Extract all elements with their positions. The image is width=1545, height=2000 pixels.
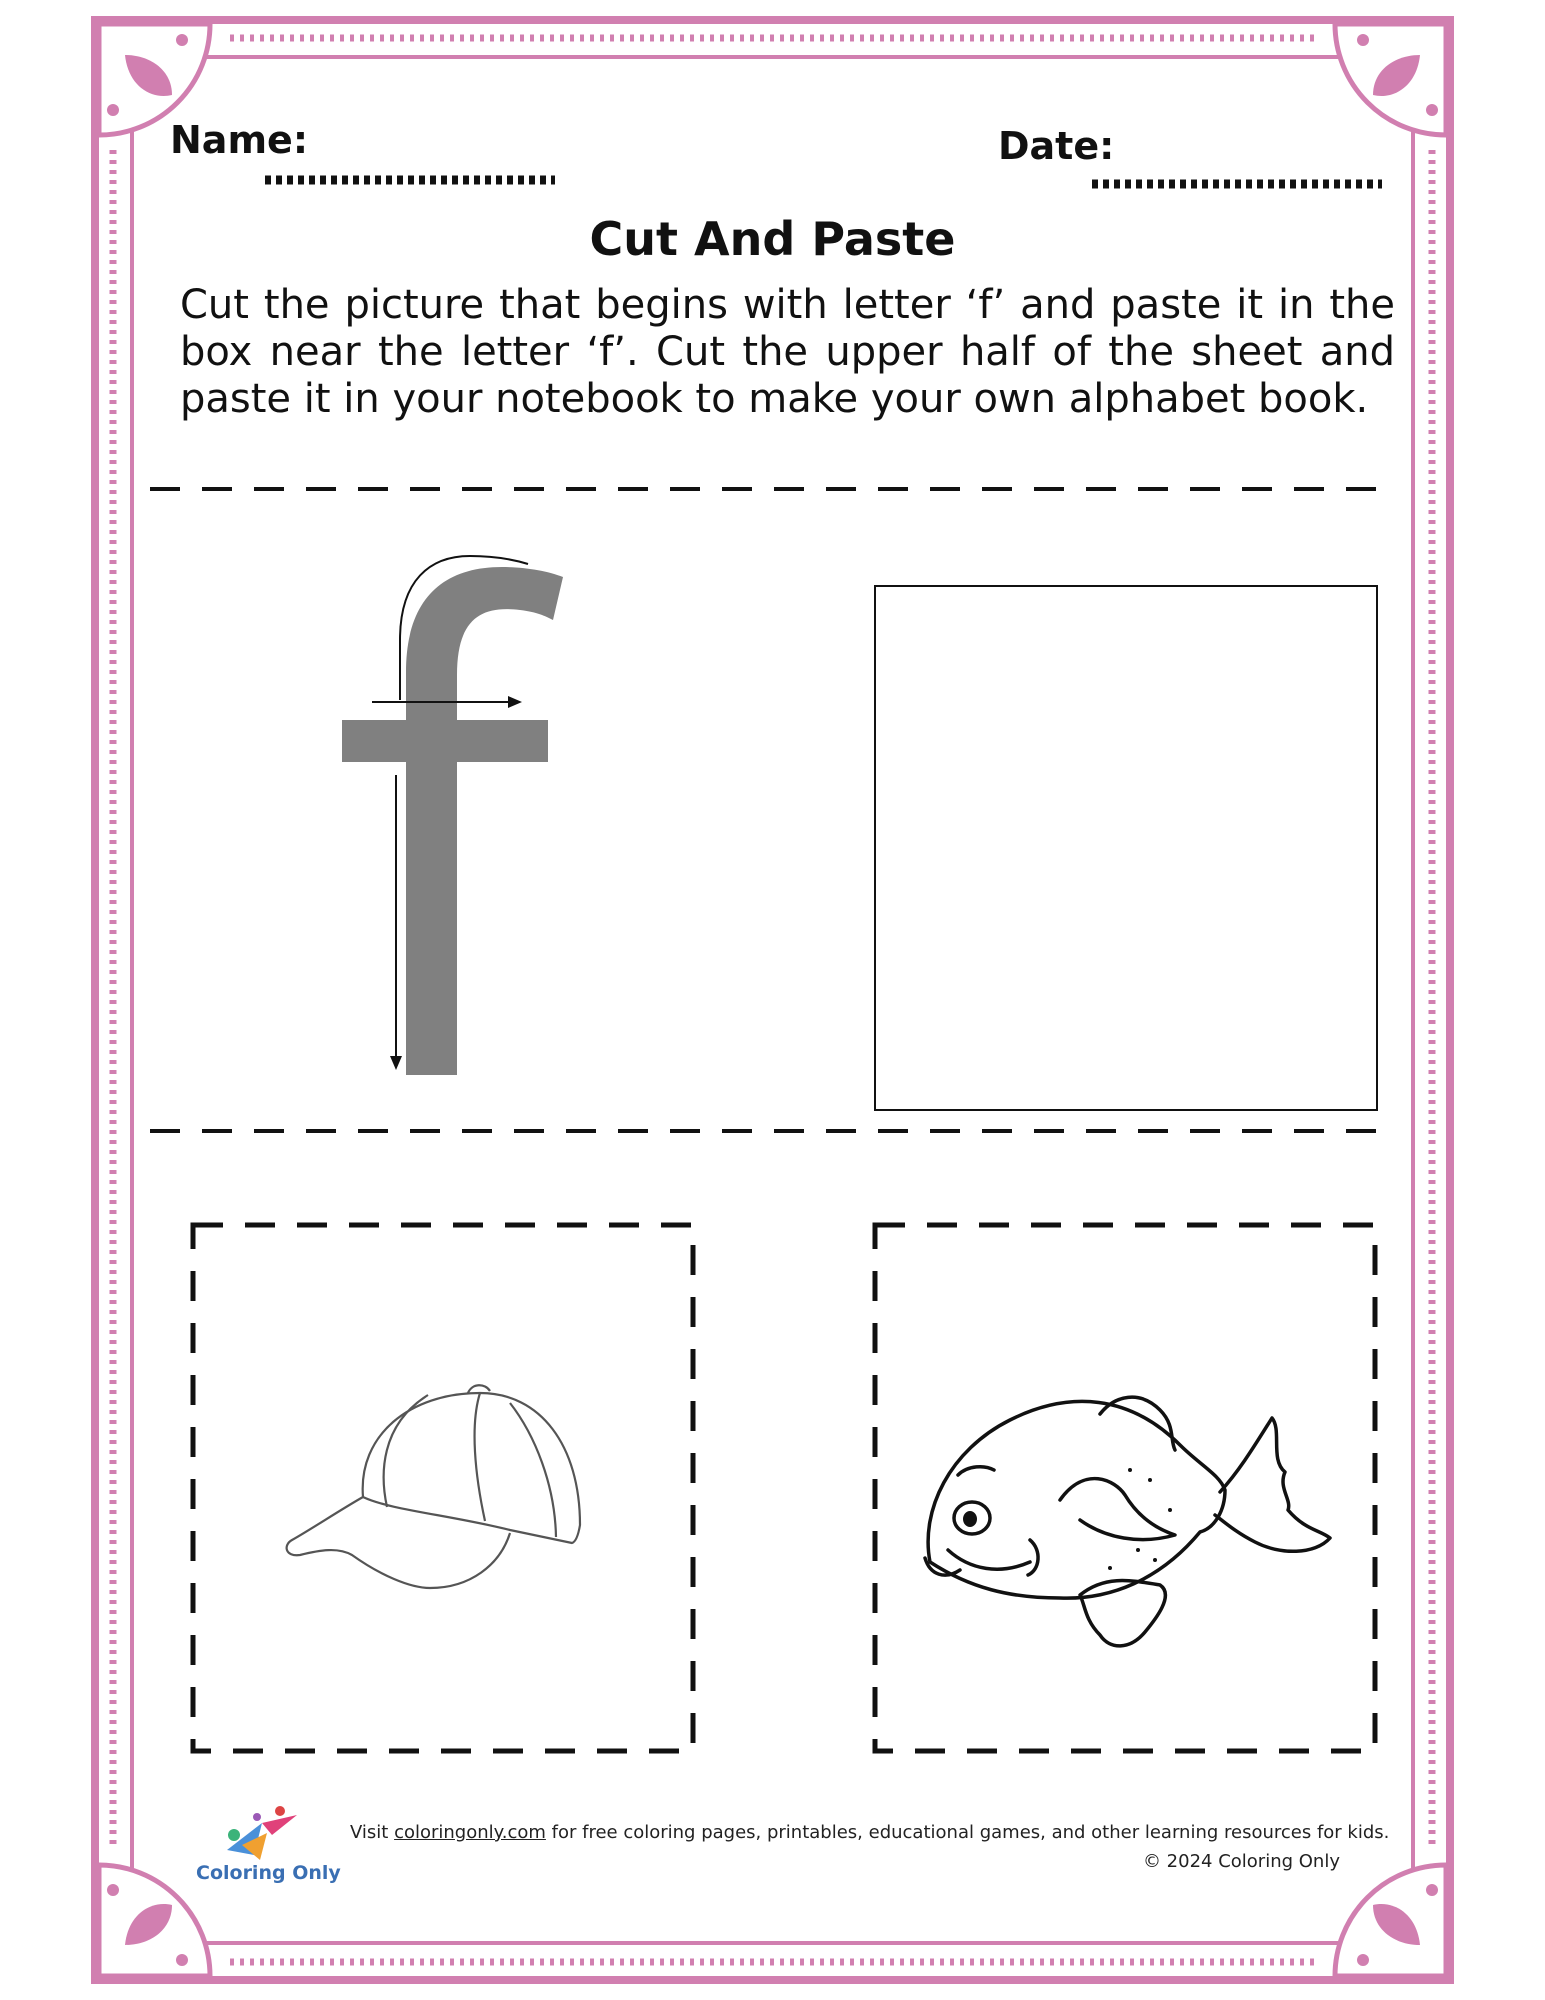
date-label: Date: [998,124,1115,168]
worksheet-title: Cut And Paste [589,212,956,266]
copyright-text: © 2024 Coloring Only [1142,1851,1340,1872]
cut-line-upper [150,485,1390,493]
fish-picture[interactable] [910,1370,1340,1670]
footer-link[interactable]: coloringonly.com [394,1822,546,1843]
letter-f-glyph [342,567,563,1075]
cut-line-lower [150,1127,1380,1135]
coloring-only-logo-text: Coloring Only [196,1862,341,1884]
name-line[interactable] [265,174,555,186]
letter-f-tracing [330,540,600,1080]
footer-text [350,1822,1389,1843]
cap-picture[interactable] [280,1375,600,1600]
paste-box[interactable] [874,585,1378,1111]
date-line[interactable] [1092,178,1382,190]
instructions-text: Cut the picture that begins with letter ‘f’ and paste it in the box near the letter ‘f’. Cut the upper half of the sheet and paste it in your notebook to make your own alphabet book. [180,282,1395,422]
footer-text-after: for free coloring pages, printables, educational games, and other learning resources for kids. [545,1822,1390,1843]
footer-text-before: Visit [350,1822,395,1843]
coloring-only-logo-icon[interactable] [222,1805,302,1863]
name-label: Name: [170,118,309,162]
